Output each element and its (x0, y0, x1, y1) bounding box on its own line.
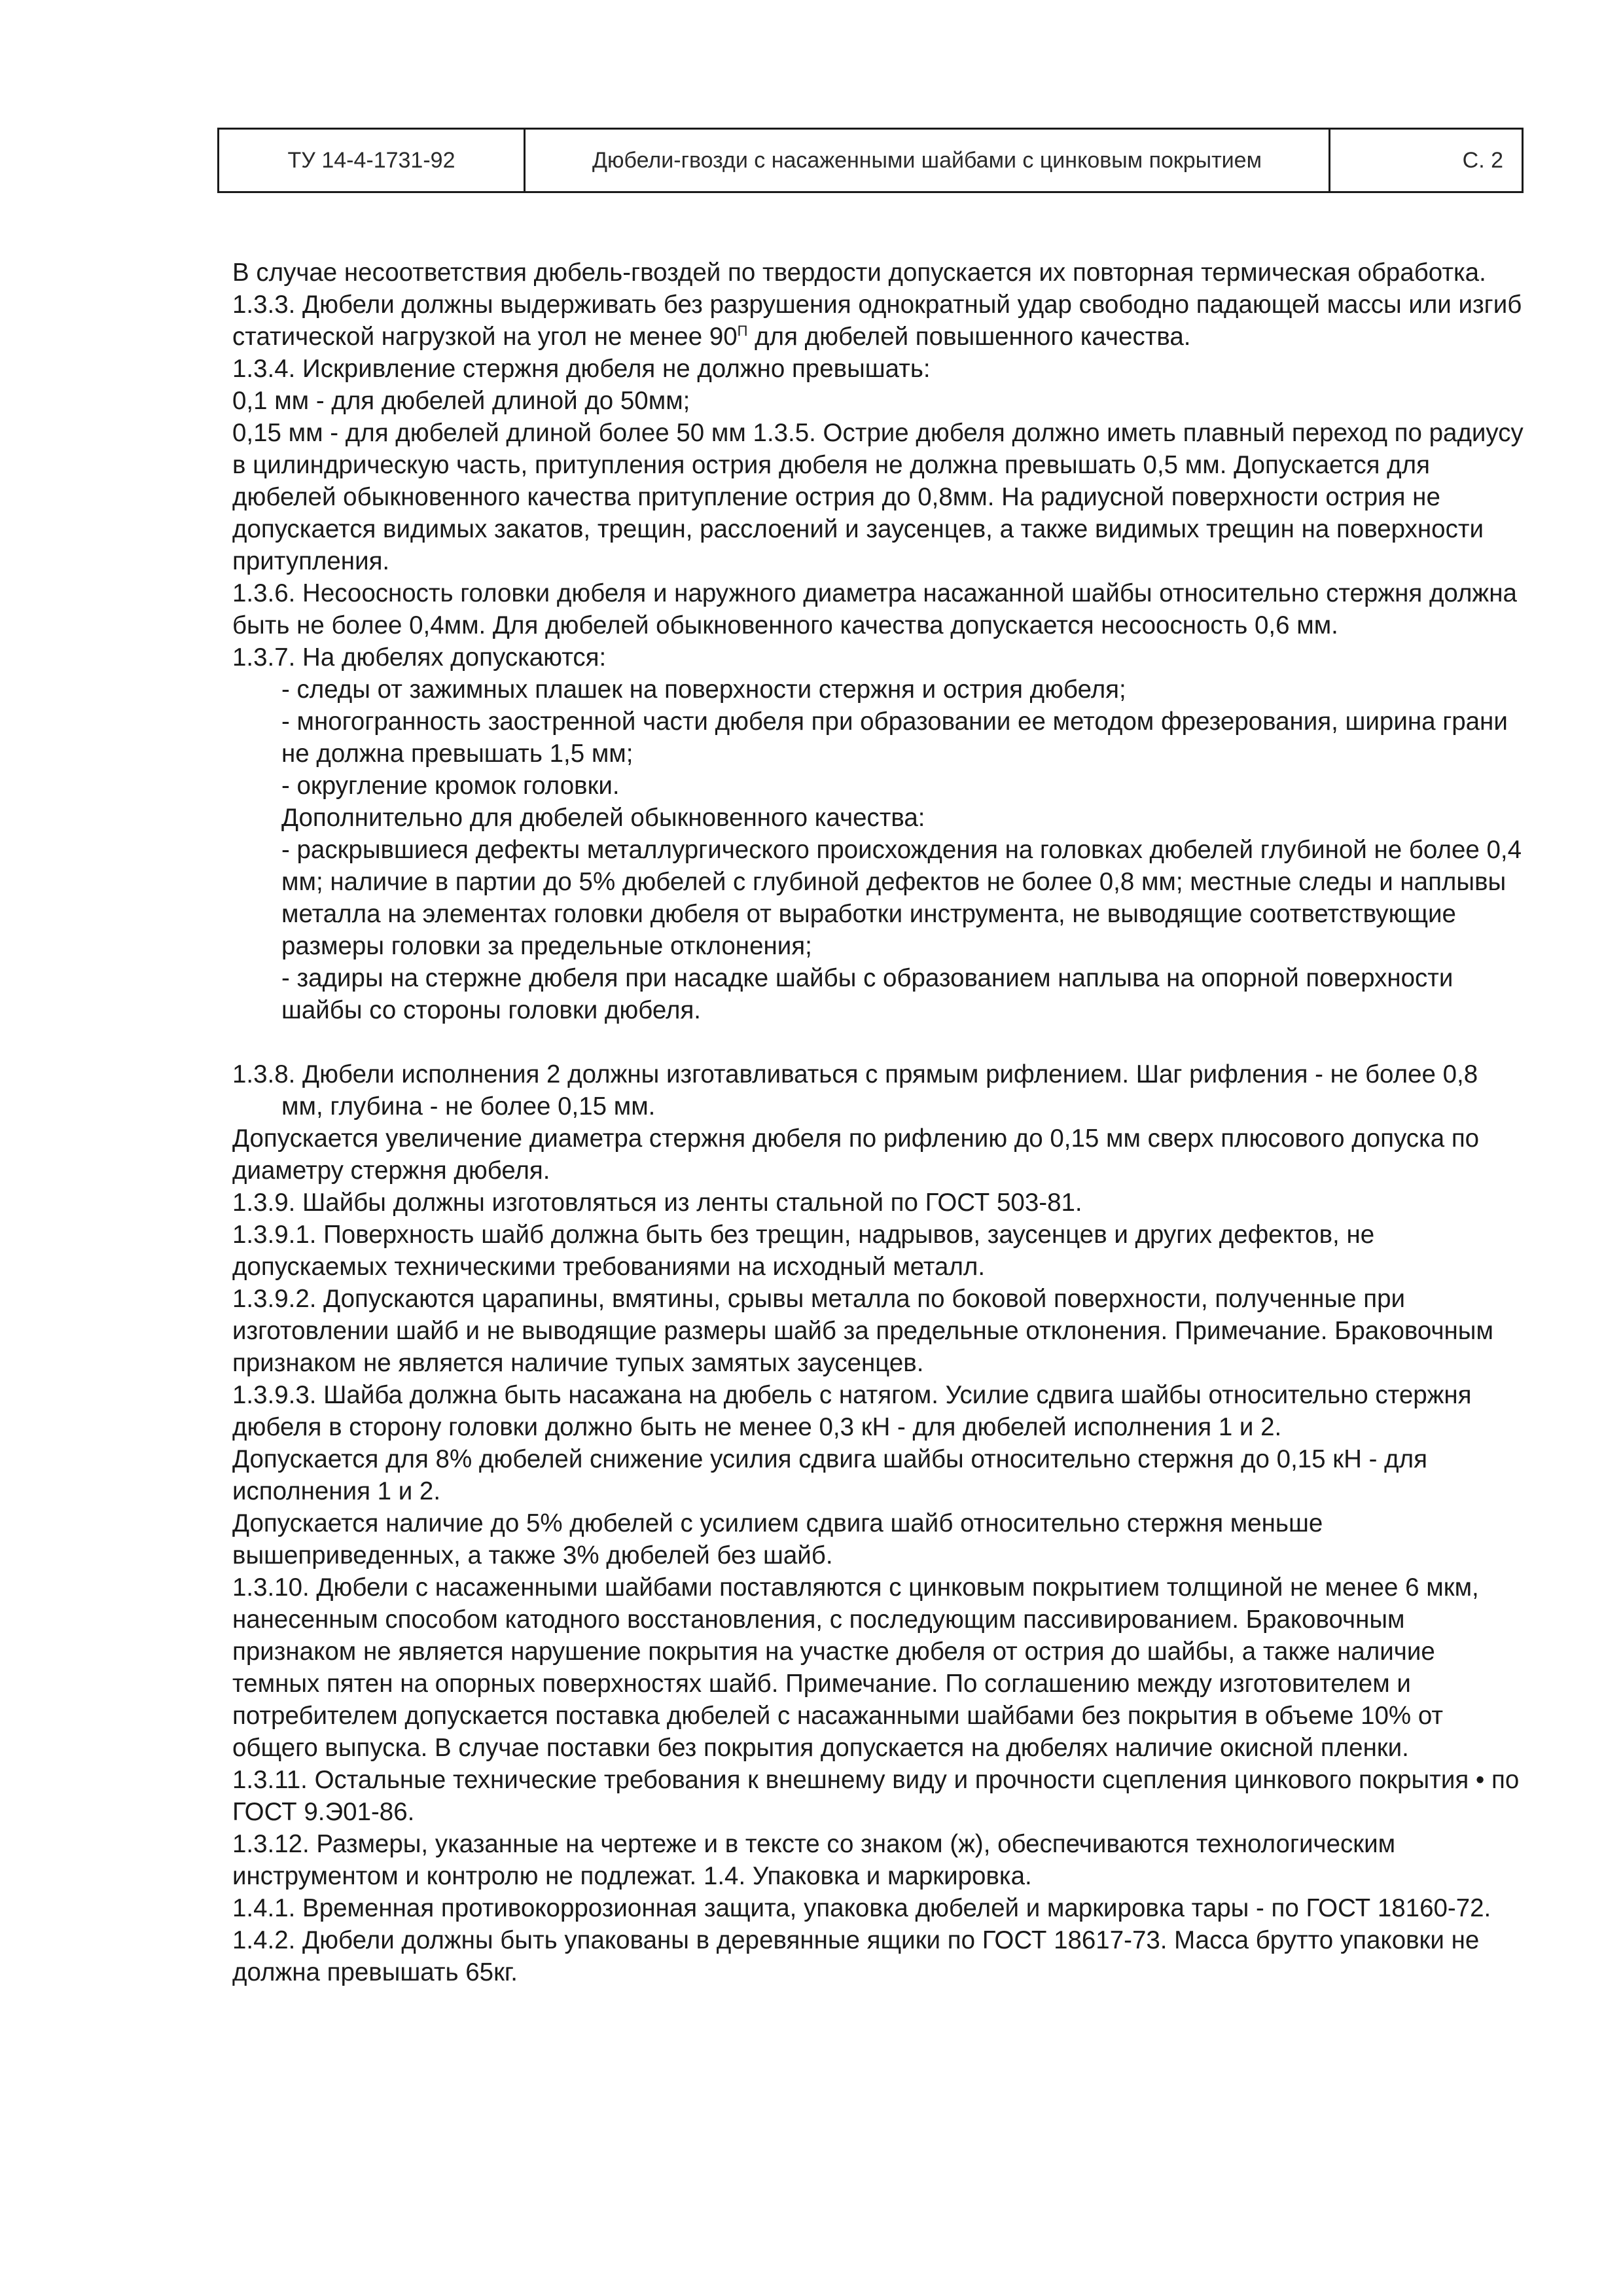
paragraph-1-3-11: 1.3.11. Остальные технические требования к внешнему виду и прочности сцепления цинкового покрытия • по ГОСТ 9.Э01-86. (232, 1766, 1520, 1826)
paragraph-1-3-10: 1.3.10. Дюбели с насаженными шайбами поставляются с цинковым покрытием толщиной не менее 6 мкм, нанесенным способом катодного восстановления, с последующим пассивированием. Браковочным признаком не является нарушение покрытия на участке дюбеля от острия до шайбы, а также наличие темных пятен на опорных поверхностях шайб. Примечание. По соглашению между изготовителем и потребителем допускается поставка дюбелей с насажанными шайбами без покрытия в объеме 10% от общего выпуска. В случае поставки без покрытия допускается на дюбелях наличие окисной пленки. (232, 1573, 1479, 1762)
document-header-table (217, 128, 1524, 193)
standard-code: ТУ 14-4-1731-92 (219, 129, 525, 192)
paragraph: Допускается увеличение диаметра стержня дюбеля по рифлению до 0,15 мм сверх плюсового допуска по диаметру стержня дюбеля. (232, 1124, 1480, 1185)
paragraph-1-3-9-3: 1.3.9.3. Шайба должна быть насажана на дюбель с натягом. Усилие сдвига шайбы относительно стержня дюбеля в сторону головки должно быть не менее 0,3 кН - для дюбелей исполнения 1 и 2. (232, 1381, 1472, 1441)
list-item: - задиры на стержне дюбеля при насадке шайбы с образованием наплыва на опорной поверхности шайбы со стороны головки дюбеля. (281, 964, 1454, 1024)
paragraph-1-4-2: 1.4.2. Дюбели должны быть упакованы в деревянные ящики по ГОСТ 18617-73. Масса брутто упаковки не должна превышать 65кг. (232, 1926, 1480, 1986)
paragraph-1-3-9: 1.3.9. Шайбы должны изготовляться из ленты стальной по ГОСТ 503-81. (232, 1189, 1082, 1217)
paragraph: 0,1 мм - для дюбелей длиной до 50мм; (232, 387, 690, 415)
list-item: - следы от зажимных плашек на поверхности стержня и острия дюбеля; (281, 675, 1126, 704)
paragraph: Допускается наличие до 5% дюбелей с усилием сдвига шайб относительно стержня меньше вышеприведенных, а также 3% дюбелей без шайб. (232, 1509, 1323, 1570)
paragraph-text: для дюбелей повышенного качества. (747, 323, 1191, 351)
degree-superscript: П (737, 323, 748, 340)
document-body (232, 257, 1525, 1988)
paragraph-1-3-6: 1.3.6. Несоосность головки дюбеля и наружного диаметра насажанной шайбы относительно стержня должна быть не более 0,4мм. Для дюбелей обыкновенного качества допускается несоосность 0,6 мм. (232, 579, 1517, 639)
list-subheading: Дополнительно для дюбелей обыкновенного качества: (281, 804, 925, 832)
paragraph-1-3-3 (232, 289, 1525, 353)
list-item: - округление кромок головки. (281, 772, 620, 800)
paragraph-1-3-7: 1.3.7. На дюбелях допускаются: (232, 643, 607, 672)
page-number: С. 2 (1330, 129, 1523, 192)
paragraph-1-3-9-2: 1.3.9.2. Допускаются царапины, вмятины, срывы металла по боковой поверхности, полученные при изготовлении шайб и не выводящие размеры шайб за предельные отклонения. Примечание. Браковочным признаком не является наличие тупых замятых заусенцев. (232, 1285, 1493, 1377)
list-item: - многогранность заостренной части дюбеля при образовании ее методом фрезерования, ширина грани не должна превышать 1,5 мм; (281, 708, 1508, 768)
paragraph-1-3-4: 1.3.4. Искривление стержня дюбеля не должно превышать: (232, 355, 931, 383)
list-item: - раскрывшиеся дефекты металлургического происхождения на головках дюбелей глубиной не более 0,4 мм; наличие в партии до 5% дюбелей с глубиной дефектов не более 0,8 мм; местные следы и наплывы металла на элементах головки дюбеля от выработки инструмента, не выводящие соответствующие размеры головки за предельные отклонения; (281, 836, 1522, 960)
paragraph-1-3-5: 0,15 мм - для дюбелей длиной более 50 мм 1.3.5. Острие дюбеля должно иметь плавный переход по радиусу в цилиндрическую часть, притупления острия дюбеля не должна превышать 0,5 мм. Допускается для дюбелей обыкновенного качества притупление острия до 0,8мм. На радиусной поверхности острия не допускается видимых закатов, трещин, расслоений и заусенцев, а также видимых трещин на поверхности притупления. (232, 419, 1524, 575)
paragraph: Допускается для 8% дюбелей снижение усилия сдвига шайбы относительно стержня до 0,15 кН - для исполнения 1 и 2. (232, 1445, 1427, 1505)
paragraph-text: 1.3.3. Дюбели должны выдерживать без разрушения однократный удар свободно падающей массы или изгиб статической нагрузкой на угол не менее 90 (232, 291, 1522, 351)
spacer (232, 1026, 1525, 1058)
paragraph: В случае несоответствия дюбель-гвоздей по твердости допускается их повторная термическая обработка. (232, 259, 1486, 287)
paragraph-1-3-9-1: 1.3.9.1. Поверхность шайб должна быть без трещин, надрывов, заусенцев и других дефектов, не допускаемых техническими требованиями на исходный металл. (232, 1221, 1375, 1281)
paragraph-1-3-8: 1.3.8. Дюбели исполнения 2 должны изготавливаться с прямым рифлением. Шаг рифления - не более 0,8 мм, глубина - не более 0,15 мм. (232, 1060, 1478, 1121)
document-title: Дюбели-гвозди с насаженными шайбами с цинковым покрытием (525, 129, 1330, 192)
paragraph-1-4-1: 1.4.1. Временная противокоррозионная защита, упаковка дюбелей и маркировка тары - по ГОСТ 18160-72. (232, 1894, 1491, 1922)
paragraph-1-3-12: 1.3.12. Размеры, указанные на чертеже и в тексте со знаком (ж), обеспечиваются технологическим инструментом и контролю не подлежат. 1.4. Упаковка и маркировка. (232, 1830, 1396, 1890)
